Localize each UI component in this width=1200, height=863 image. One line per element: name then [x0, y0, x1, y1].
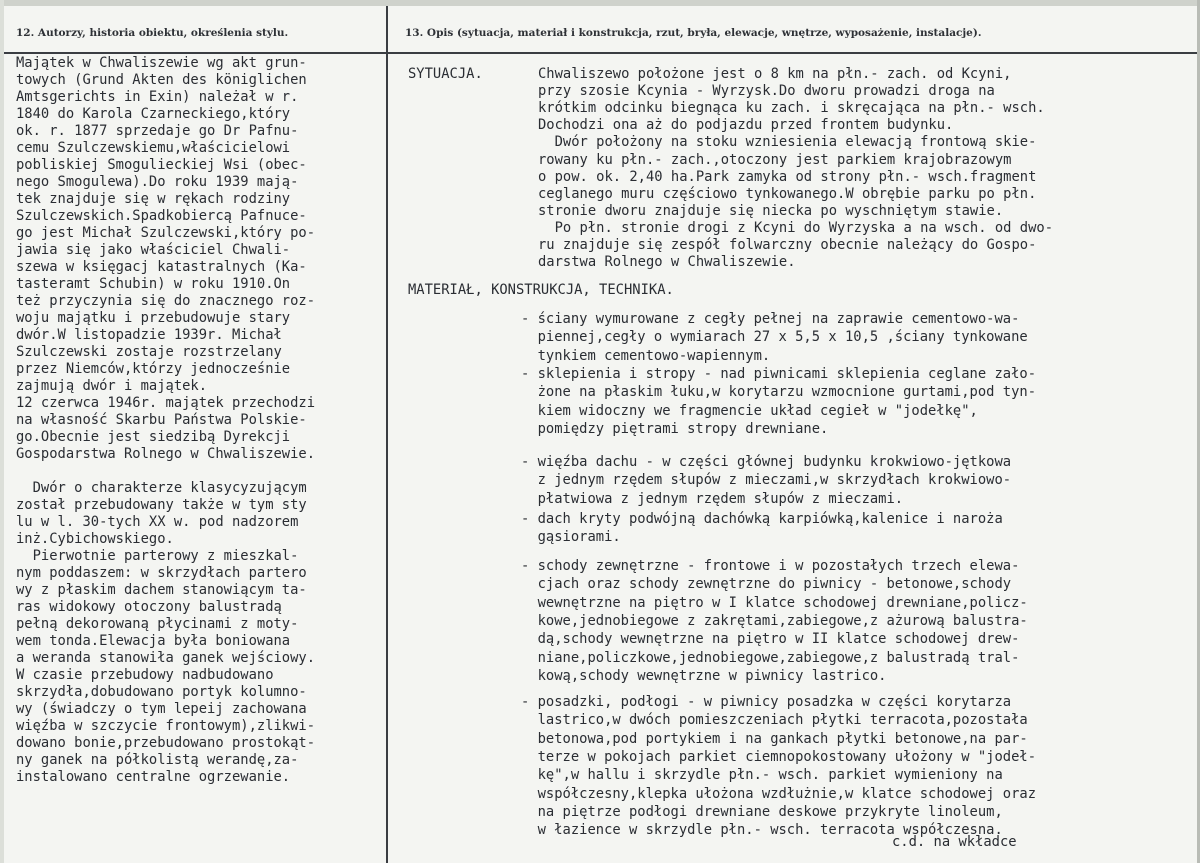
history-line: zajmują dwór i majątek.	[16, 378, 208, 394]
history-line: tasteramt Schubin) w roku 1910.On	[16, 276, 291, 292]
history-line: instalowano centralne ogrzewanie.	[16, 769, 291, 785]
history-line: dowano bonie,przebudowano prostokąt-	[16, 735, 316, 751]
material-bullet-line: lastrico,w dwóch pomieszczeniach płytki terracota,pozostała	[521, 712, 1028, 729]
history-line: lu w l. 30-tych XX w. pod nadzorem	[16, 514, 299, 530]
history-line: wy (świadczy o tym lepeij zachowana	[16, 701, 307, 717]
material-bullet-line: - ściany wymurowane z cegły pełnej na zaprawie cementowo-wa-	[521, 311, 1020, 327]
history-line: Majątek w Chwaliszewie wg akt grun-	[16, 55, 307, 71]
history-line: nym poddaszem: w skrzydłach partero	[16, 565, 307, 581]
material-bullet-line: - posadzki, podłogi - w piwnicy posadzka w części korytarza	[521, 694, 1012, 710]
sytuacja-line: Po płn. stronie drogi z Kcyni do Wyrzyska a na wsch. od dwo-	[538, 219, 1053, 236]
sytuacja-line: Chwaliszewo położone jest o 8 km na płn.- zach. od Kcyni,	[538, 66, 1012, 82]
history-line: pobliskiej Smogulieckiej Wsi (obec-	[16, 157, 307, 173]
history-line: nego Smogulewa).Do roku 1939 mają-	[16, 174, 299, 190]
material-bullet-line: - dach kryty podwójną dachówką karpiówką,kalenice i naroża	[521, 511, 1003, 527]
sytuacja-line: o pow. ok. 2,40 ha.Park zamyka od strony płn.- wsch.fragment	[538, 168, 1037, 185]
sytuacja-line: ru znajduje się zespół folwarczny obecnie należący do Gospo-	[538, 237, 1037, 253]
material-bullet-line: terze w pokojach parkiet ciemnopokostowany ułożony w "jodeł-	[521, 748, 1036, 765]
history-line: W czasie przebudowy nadbudowano	[16, 667, 274, 683]
sytuacja-line: przy szosie Kcynia - Wyrzysk.Do dworu prowadzi droga na	[538, 83, 995, 100]
material-bullet-line: kiem widoczny we fragmencie układ cegieł w "jodełkę",	[521, 402, 978, 419]
history-line: pełną dekorowaną płycinami z moty-	[16, 616, 299, 632]
material-bullet-line: - sklepienia i stropy - nad piwnicami sklepienia ceglane zało-	[521, 366, 1036, 382]
sytuacja-line: darstwa Rolnego w Chwaliszewie.	[538, 254, 796, 271]
history-line: też przyczynia się do znacznego roz-	[16, 293, 316, 309]
material-bullet-line: piennej,cegły o wymiarach 27 x 5,5 x 10,5 ,ściany tynkowane	[521, 329, 1028, 346]
scan-top-edge	[0, 0, 1200, 6]
history-line: inż.Cybichowskiego.	[16, 531, 174, 547]
material-bullet-line: wewnętrzne na piętro w I klatce schodowej drewniane,policz-	[521, 594, 1028, 611]
history-line: towych (Grund Akten des königlichen	[16, 72, 307, 88]
history-line: dwór.W listopadzie 1939r. Michał	[16, 327, 282, 343]
material-bullet-line: pomiędzy piętrami stropy drewniane.	[521, 420, 829, 437]
history-line: Dwór o charakterze klasycyzującym	[16, 480, 307, 496]
history-line: 12 czerwca 1946r. majątek przechodzi	[16, 395, 316, 411]
history-line: Pierwotnie parterowy z mieszkal-	[16, 548, 299, 564]
sytuacja-line: ceglanego muru częściowo tynkowanego.W obrębie parku po płn.	[538, 185, 1037, 202]
sytuacja-line: Dwór położony na stoku wzniesienia elewacją frontową skie-	[538, 134, 1037, 151]
sytuacja-line: rowany ku płn.- zach.,otoczony jest parkiem krajobrazowym	[538, 151, 1012, 168]
material-bullet-line: dą,schody wewnętrzne na piętro w II klatce schodowej drew-	[521, 631, 1020, 648]
material-bullet-line: niane,policzkowe,jednobiegowe,zabiegowe,z balustradą tral-	[521, 649, 1020, 666]
material-bullet-line: kę",w hallu i skrzydle płn.- wsch. parkiet wymieniony na	[521, 767, 1003, 784]
material-bullet-line: - więźba dachu - w części głównej budynku krokwiowo-jętkowa	[521, 454, 1012, 470]
material-bullet-line: kową,schody wewnętrzne w piwnicy lastrico.	[521, 667, 887, 684]
material-bullet-line: betonowa,pod portykiem i na gankach płytki betonowe,na par-	[521, 730, 1028, 747]
sytuacja-label: SYTUACJA.	[408, 66, 483, 82]
material-bullet-line: żone na płaskim łuku,w korytarzu wzmocnione gurtami,pod tyn-	[521, 384, 1036, 401]
history-line: go jest Michał Szulczewski,który po-	[16, 225, 316, 241]
history-line: 1840 do Karola Czarneckiego,który	[16, 106, 291, 122]
scan-left-edge	[0, 0, 4, 863]
history-line: Szulczewski zostaje rozstrzelany	[16, 344, 282, 360]
header-rule	[4, 52, 1197, 54]
history-line: a weranda stanowiła ganek wejściowy.	[16, 650, 316, 666]
material-bullet-line: - schody zewnętrzne - frontowe i w pozostałych trzech elewa-	[521, 558, 1020, 574]
history-line: szewa w księgacj katastralnych (Ka-	[16, 259, 307, 275]
history-line: jawia się jako właściciel Chwali-	[16, 242, 291, 258]
history-line: skrzydła,dobudowano portyk kolumno-	[16, 684, 307, 700]
sytuacja-line: Dochodzi ona aż do podjazdu przed frontem budynku.	[538, 117, 954, 134]
history-line: na własność Skarbu Państwa Polskie-	[16, 412, 307, 428]
history-line: Szulczewskich.Spadkobiercą Pafnuce-	[16, 208, 307, 224]
history-line: cemu Szulczewskiemu,właścicielowi	[16, 140, 291, 156]
history-line: Amtsgerichts in Exin) należał w r.	[16, 89, 299, 105]
material-heading: MATERIAŁ, KONSTRUKCJA, TECHNIKA.	[408, 282, 674, 298]
section-12-heading: 12. Autorzy, historia obiektu, określenia stylu.	[16, 27, 289, 39]
material-bullet-line: tynkiem cementowo-wapiennym.	[521, 347, 771, 364]
history-line: tek znajduje się w rękach rodziny	[16, 191, 291, 207]
history-line: więźba w szczycie frontowym),zlikwi-	[16, 718, 316, 734]
history-line: ok. r. 1877 sprzedaje go Dr Pafnu-	[16, 123, 299, 139]
material-bullet-line: cjach oraz schody zewnętrzne do piwnicy - betonowe,schody	[521, 576, 1012, 593]
material-bullet-line: współczesny,klepka ułożona wzdłużnie,w klatce schodowej oraz	[521, 785, 1036, 802]
history-line: go.Obecnie jest siedzibą Dyrekcji	[16, 429, 291, 445]
history-line: Gospodarstwa Rolnego w Chwaliszewie.	[16, 446, 316, 462]
material-bullet-line: płatwiowa z jednym rzędem słupów z mieczami.	[521, 490, 904, 507]
sytuacja-line: krótkim odcinku biegnąca ku zach. i skręcająca na płn.- wsch.	[538, 100, 1045, 117]
history-line: ny ganek na półkolistą werandę,za-	[16, 752, 299, 768]
history-line: wy z płaskim dachem stanowiącym ta-	[16, 582, 307, 598]
material-bullet-line: na piętrze podłogi drewniane deskowe przykryte linoleum,	[521, 803, 1003, 820]
history-line: wem tonda.Elewacja była boniowana	[16, 633, 291, 649]
column-divider	[386, 6, 388, 863]
material-bullet-line: gąsiorami.	[521, 529, 621, 546]
history-line: ras widokowy otoczony balustradą	[16, 599, 282, 615]
sytuacja-line: stronie dworu znajduje się niecka po wyschniętym stawie.	[538, 202, 1004, 219]
material-bullet-line: w łazience w skrzydle płn.- wsch. terracota współczesna.	[521, 822, 1003, 839]
history-line: przez Niemców,którzy jednocześnie	[16, 361, 291, 377]
history-line: woju majątku i przebudowuje stary	[16, 310, 291, 326]
material-bullet-line: kowe,jednobiegowe z zakrętami,zabiegowe,z ażurową balustra-	[521, 612, 1028, 629]
section-13-heading: 13. Opis (sytuacja, materiał i konstrukcja, rzut, bryła, elewacje, wnętrze, wyposażenie, instalacje).	[405, 27, 982, 39]
material-bullet-line: z jednym rzędem słupów z mieczami,w skrzydłach krokwiowo-	[521, 472, 1012, 489]
history-line: został przebudowany także w tym sty	[16, 497, 307, 513]
continued-note: c.d. na wkładce	[892, 834, 1017, 850]
